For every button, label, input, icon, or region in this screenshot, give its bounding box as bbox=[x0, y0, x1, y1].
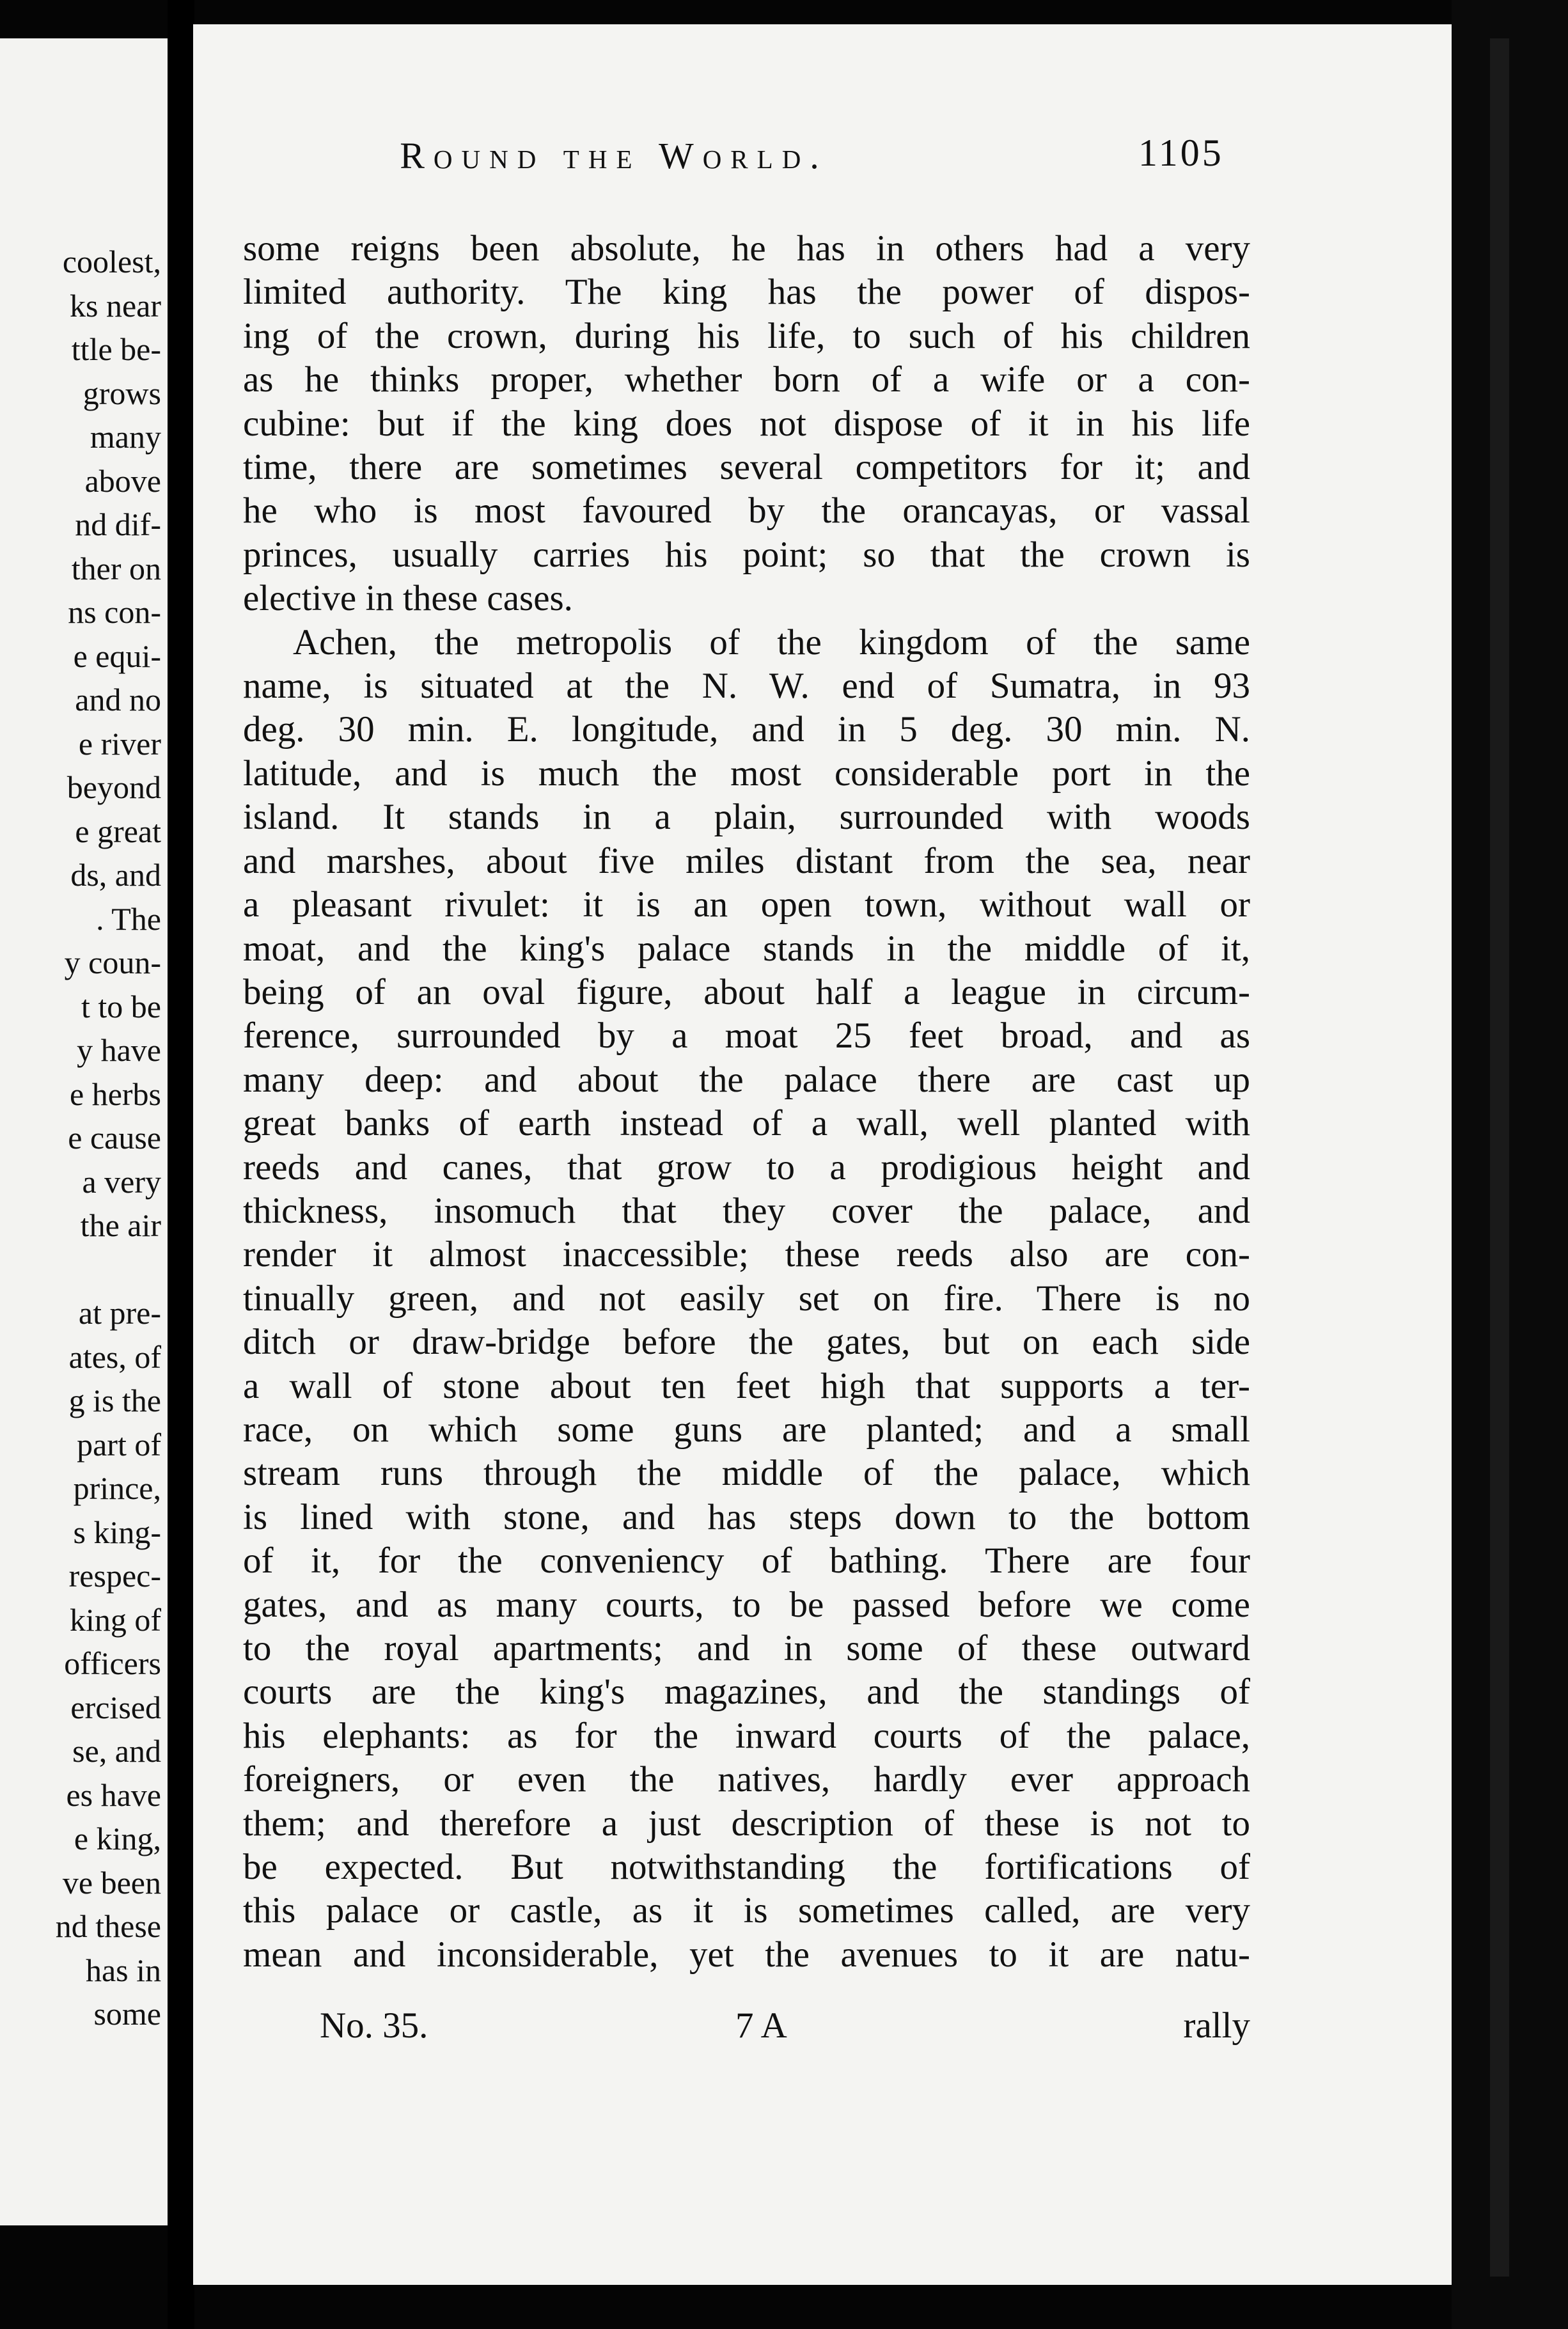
text-line: deg. 30 min. E. longitude, and in 5 deg. 30 min. N. bbox=[243, 709, 1250, 750]
page-edge-strip bbox=[1490, 38, 1509, 2277]
text-line: stream runs through the middle of the palace, which bbox=[243, 1453, 1250, 1494]
text-line: princes, usually carries his point; so that the crown is bbox=[243, 534, 1250, 575]
text-line: cubine: but if the king does not dispose of it in his life bbox=[243, 403, 1250, 444]
left-page-line: nd dif- bbox=[75, 506, 161, 542]
left-page-line: part of bbox=[77, 1426, 161, 1462]
left-page-line: se, and bbox=[72, 1733, 161, 1769]
left-page-line: respec- bbox=[68, 1558, 161, 1594]
left-page-line: prince, bbox=[73, 1470, 161, 1506]
left-page-line: es have bbox=[66, 1776, 161, 1813]
text-line: ference, surrounded by a moat 25 feet broad, and as bbox=[243, 1016, 1250, 1056]
text-line: tinually green, and not easily set on fire. There is no bbox=[243, 1278, 1250, 1319]
left-page-line: s king- bbox=[73, 1514, 161, 1550]
left-page-line: officers bbox=[64, 1645, 161, 1681]
text-line: Achen, the metropolis of the kingdom of the same bbox=[293, 622, 1250, 663]
text-line: a wall of stone about ten feet high that supports a ter- bbox=[243, 1365, 1250, 1406]
page-number: 1105 bbox=[1138, 132, 1224, 174]
left-page-line: ns con- bbox=[68, 594, 161, 630]
left-page-line: the air bbox=[80, 1207, 161, 1243]
left-page-line: e king, bbox=[74, 1821, 161, 1856]
catchword: rally bbox=[1183, 2005, 1250, 2046]
text-line: time, there are sometimes several competitors for it; and bbox=[243, 447, 1250, 488]
text-line: island. It stands in a plain, surrounded with woods bbox=[243, 797, 1250, 838]
text-line: mean and inconsiderable, yet the avenues to it are natu- bbox=[243, 1934, 1250, 1975]
text-line: latitude, and is much the most considerable port in the bbox=[243, 753, 1250, 794]
left-page-line: e cause bbox=[68, 1120, 161, 1156]
left-page-line: above bbox=[84, 462, 161, 499]
left-page-line: t to be bbox=[81, 988, 161, 1024]
text-line: reeds and canes, that grow to a prodigious height and bbox=[243, 1147, 1250, 1188]
left-page-line: ds, and bbox=[70, 857, 161, 893]
book-gutter bbox=[168, 0, 194, 2329]
text-line: being of an oval figure, about half a league in circum- bbox=[243, 971, 1250, 1012]
text-line: and marshes, about five miles distant from the sea, near bbox=[243, 840, 1250, 881]
left-page-line: e great bbox=[75, 813, 161, 849]
page-footer bbox=[243, 2005, 1250, 2050]
left-page-line: a very bbox=[82, 1163, 161, 1200]
page-edge bbox=[1452, 0, 1568, 2329]
text-line: race, on which some guns are planted; and a small bbox=[243, 1409, 1250, 1450]
text-line: to the royal apartments; and in some of these outward bbox=[243, 1628, 1250, 1668]
left-page-line: at pre- bbox=[78, 1295, 161, 1331]
left-page-line: has in bbox=[85, 1952, 161, 1988]
left-page-line: ther on bbox=[71, 550, 161, 586]
left-page-line: e herbs bbox=[70, 1076, 161, 1112]
text-line: many deep: and about the palace there are cast up bbox=[243, 1059, 1250, 1100]
text-line: be expected. But notwithstanding the fortifications of bbox=[243, 1847, 1250, 1888]
left-page-line: ve been bbox=[62, 1864, 161, 1901]
text-line: ing of the crown, during his life, to such of his children bbox=[243, 315, 1250, 356]
left-page-line: beyond bbox=[67, 769, 161, 805]
left-page-line: ercised bbox=[70, 1689, 161, 1725]
left-page-line: many bbox=[90, 419, 161, 455]
left-page-line: e river bbox=[78, 725, 161, 762]
body-text bbox=[243, 227, 1250, 1977]
left-page-line: and no bbox=[75, 682, 161, 718]
text-line: his elephants: as for the inward courts of the palace, bbox=[243, 1715, 1250, 1756]
text-line: moat, and the king's palace stands in the middle of it, bbox=[243, 928, 1250, 969]
left-page-line: nd these bbox=[55, 1908, 161, 1944]
text-line: ditch or draw-bridge before the gates, but on each side bbox=[243, 1322, 1250, 1363]
text-line: limited authority. The king has the power of dispos- bbox=[243, 272, 1250, 313]
left-page-line: ks near bbox=[70, 287, 161, 324]
text-line: name, is situated at the N. W. end of Sumatra, in 93 bbox=[243, 666, 1250, 707]
text-line: render it almost inaccessible; these reeds also are con- bbox=[243, 1234, 1250, 1275]
text-line: foreigners, or even the natives, hardly ever approach bbox=[243, 1759, 1250, 1800]
signature-mark: 7 A bbox=[735, 2005, 787, 2046]
left-page-line: coolest, bbox=[62, 244, 161, 279]
running-head: Round the World. bbox=[400, 135, 828, 176]
text-line: thickness, insomuch that they cover the palace, and bbox=[243, 1190, 1250, 1231]
left-page-text bbox=[56, 240, 161, 2036]
left-page bbox=[0, 38, 168, 2225]
text-line: gates, and as many courts, to be passed before we come bbox=[243, 1584, 1250, 1625]
text-line: of it, for the conveniency of bathing. There are four bbox=[243, 1541, 1250, 1581]
left-page-line: y have bbox=[77, 1032, 161, 1068]
left-page-line: g is the bbox=[68, 1383, 161, 1418]
text-line: some reigns been absolute, he has in others had a very bbox=[243, 228, 1250, 269]
text-line: this palace or castle, as it is sometimes called, are very bbox=[243, 1890, 1250, 1931]
text-line: is lined with stone, and has steps down to the bottom bbox=[243, 1496, 1250, 1537]
text-line: courts are the king's magazines, and the standings of bbox=[243, 1672, 1250, 1713]
left-page-line: king of bbox=[69, 1601, 161, 1638]
text-line: a pleasant rivulet: it is an open town, without wall or bbox=[243, 884, 1250, 925]
left-page-line: grows bbox=[82, 375, 161, 411]
left-page-line bbox=[56, 1248, 161, 1292]
text-line: he who is most favoured by the orancayas, or vassal bbox=[243, 490, 1250, 531]
left-page-line: ates, of bbox=[68, 1338, 161, 1375]
text-line: them; and therefore a just description of these is not to bbox=[243, 1803, 1250, 1844]
left-page-line: . The bbox=[96, 900, 161, 937]
text-line: great banks of earth instead of a wall, well planted with bbox=[243, 1103, 1250, 1144]
text-line: elective in these cases. bbox=[243, 578, 573, 619]
left-page-line: e equi- bbox=[73, 638, 161, 674]
text-line: as he thinks proper, whether born of a wife or a con- bbox=[243, 359, 1250, 400]
issue-number: No. 35. bbox=[320, 2005, 428, 2046]
left-page-line: ttle be- bbox=[71, 331, 161, 367]
left-page-line: y coun- bbox=[64, 945, 161, 980]
left-page-line: some bbox=[93, 1996, 161, 2032]
